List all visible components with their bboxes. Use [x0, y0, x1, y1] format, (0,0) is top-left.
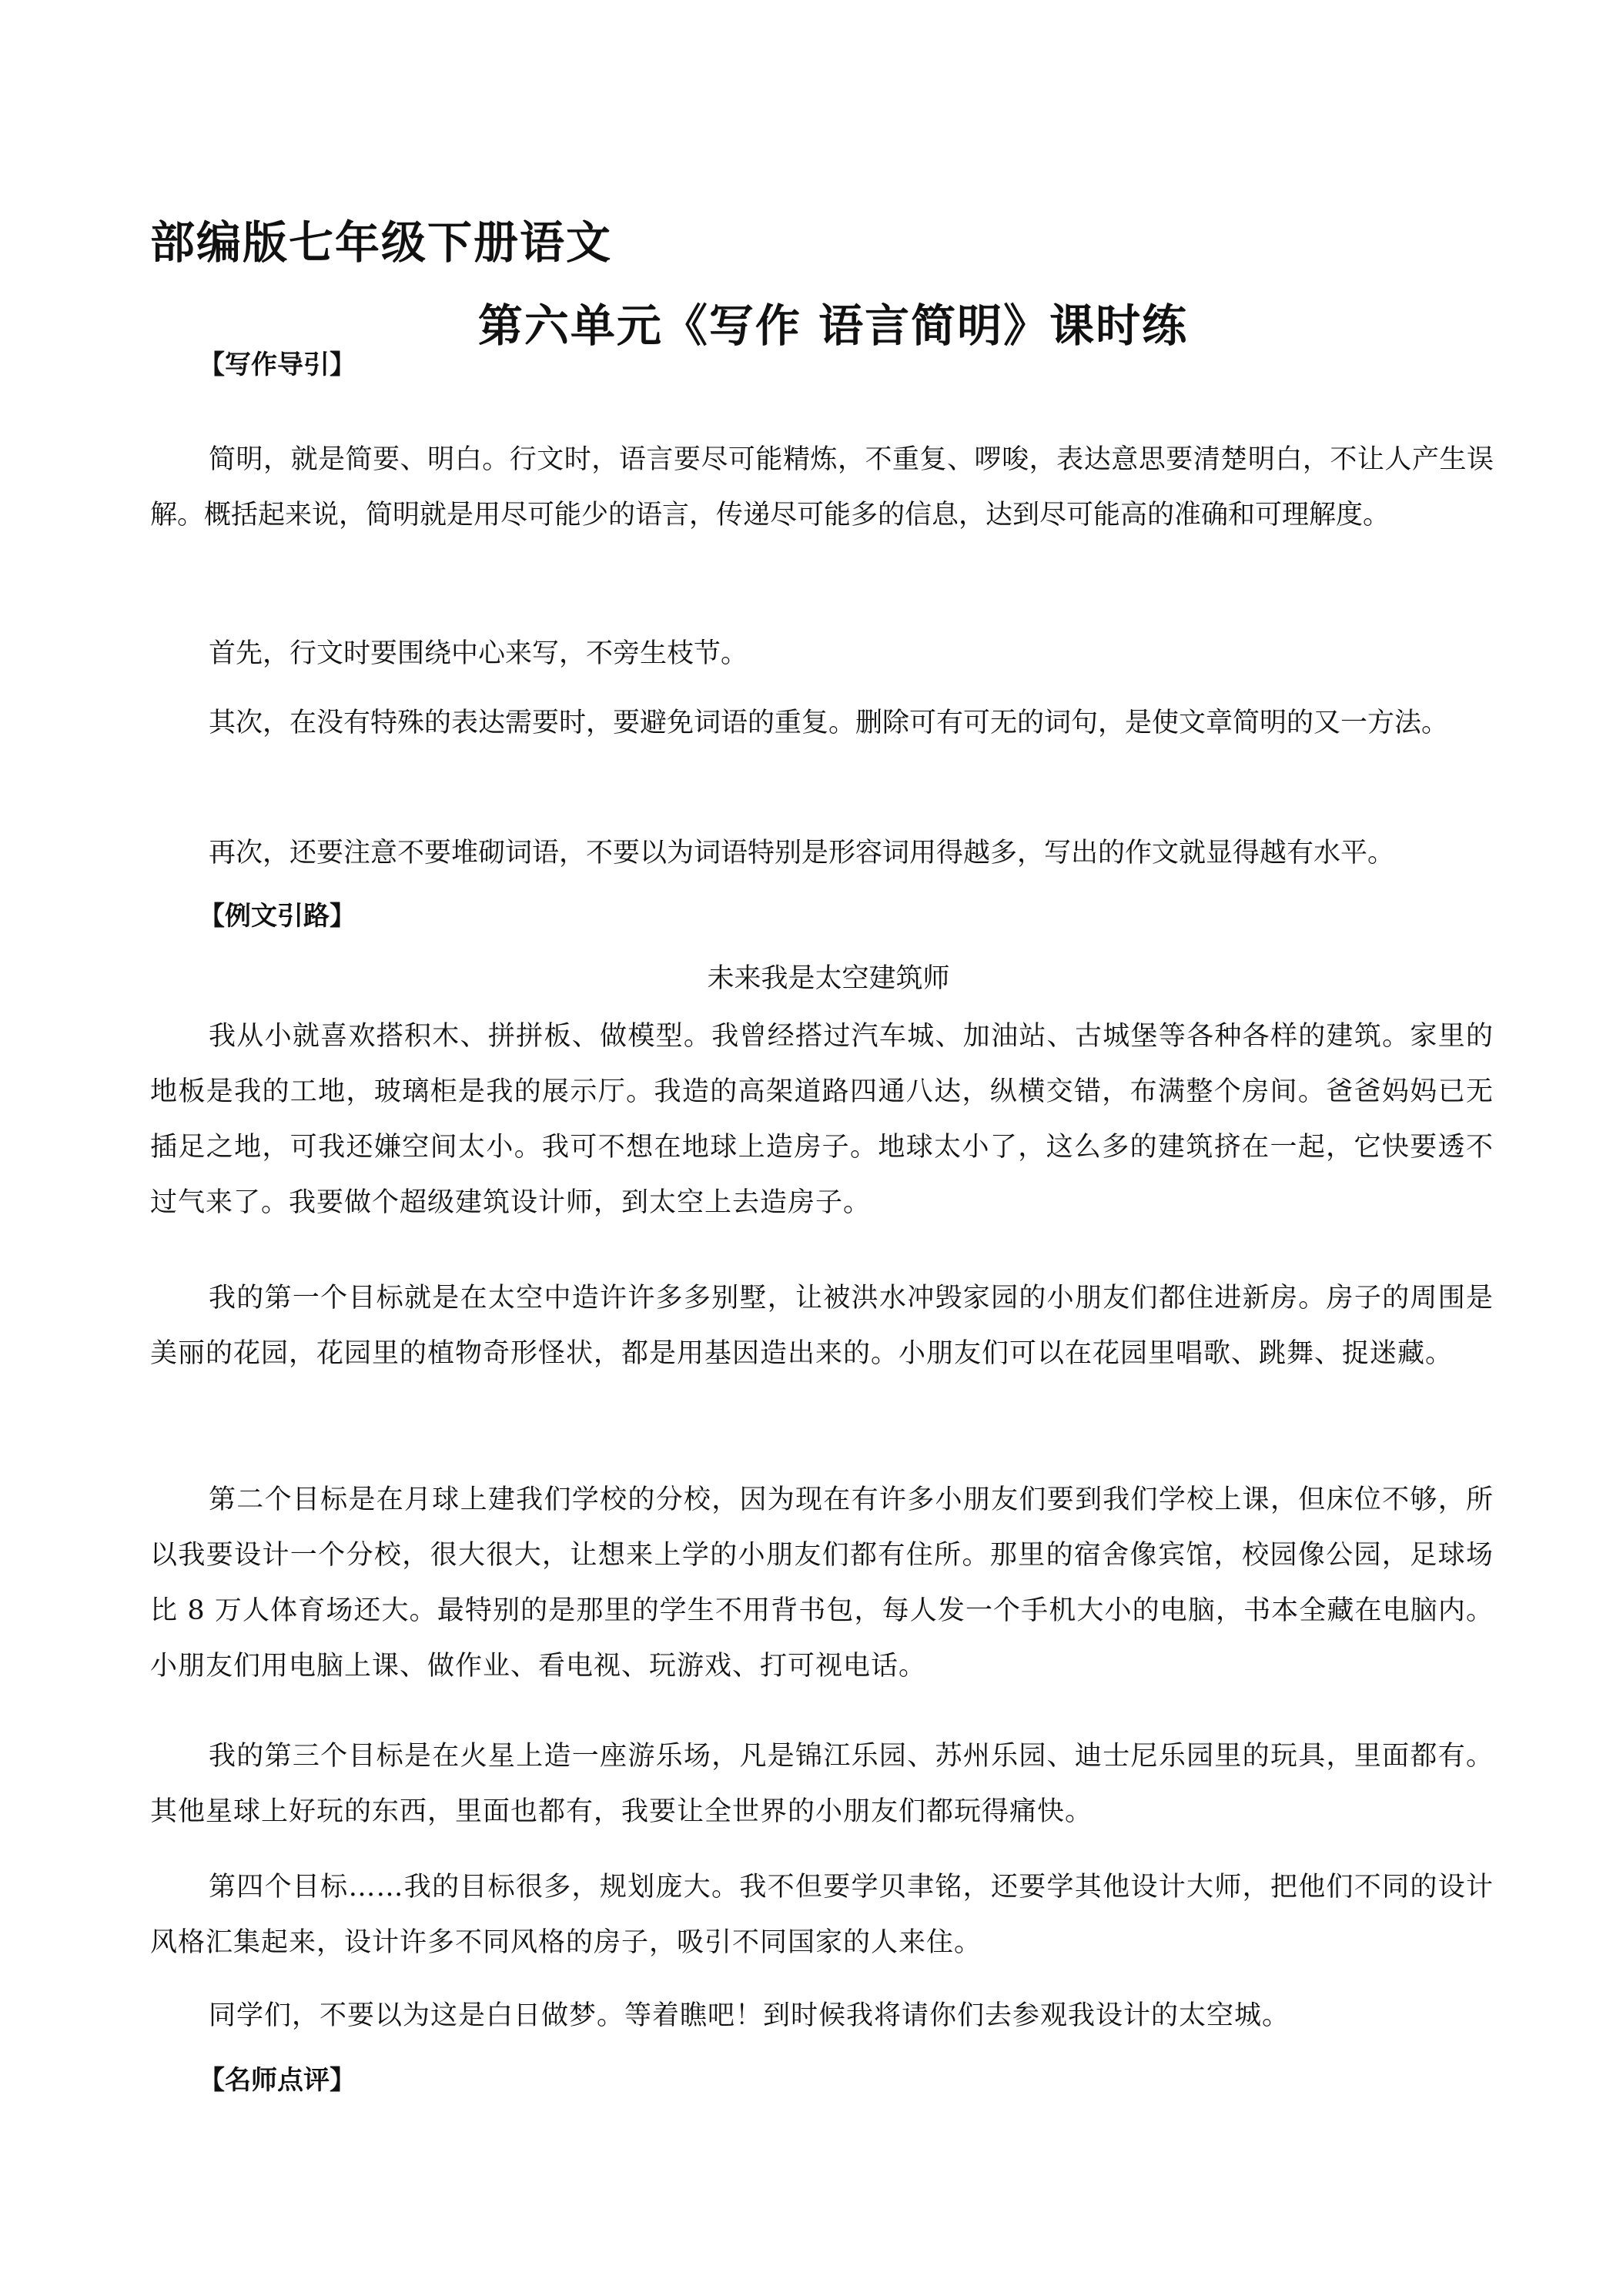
- guide-paragraph-4: 再次，还要注意不要堆砌词语，不要以为词语特别是形容词用得越多，写出的作文就显得越有水平。: [209, 838, 1395, 869]
- section-heading-review: 【名师点评】: [199, 2065, 356, 2096]
- essay-paragraph-2: 我的第一个目标就是在太空中造许许多多别墅，让被洪水冲毁家园的小朋友们都住进新房。房子的周围是美丽的花园，花园里的植物奇形怪状，都是用基因造出来的。小朋友们可以在花园里唱歌、跳舞、捉迷藏。: [150, 1283, 1494, 1369]
- section-heading-guide: 【写作导引】: [199, 350, 356, 380]
- guide-paragraph-2: 首先，行文时要围绕中心来写，不旁生枝节。: [209, 638, 748, 669]
- document-title: 部编版七年级下册语文: [150, 216, 613, 269]
- essay-paragraph-1: 我从小就喜欢搭积木、拼拼板、做模型。我曾经搭过汽车城、加油站、古城堡等各种各样的建筑。家里的地板是我的工地，玻璃柜是我的展示厅。我造的高架道路四通八达，纵横交错，布满整个房间。爸爸妈妈已无插足之地，可我还嫌空间太小。我可不想在地球上造房子。地球太小了，这么多的建筑挤在一起，它快要透不过气来了。我要做个超级建筑设计师，到太空上去造房子。: [150, 1021, 1494, 1218]
- guide-paragraph-1: 简明，就是简要、明白。行文时，语言要尽可能精炼，不重复、啰唆，表达意思要清楚明白，不让人产生误解。概括起来说，简明就是用尽可能少的语言，传递尽可能多的信息，达到尽可能高的准确和可理解度。: [150, 444, 1494, 530]
- document-subtitle: 第六单元《写作 语言简明》课时练: [477, 300, 1189, 352]
- essay-paragraph-5: 第四个目标……我的目标很多，规划庞大。我不但要学贝聿铭，还要学其他设计大师，把他们不同的设计风格汇集起来，设计许多不同风格的房子，吸引不同国家的人来住。: [150, 1872, 1494, 1958]
- essay-paragraph-4: 我的第三个目标是在火星上造一座游乐场，凡是锦江乐园、苏州乐园、迪士尼乐园里的玩具，里面都有。其他星球上好玩的东西，里面也都有，我要让全世界的小朋友们都玩得痛快。: [150, 1741, 1494, 1827]
- guide-paragraph-3: 其次，在没有特殊的表达需要时，要避免词语的重复。删除可有可无的词句，是使文章简明的又一方法。: [209, 708, 1449, 738]
- essay-paragraph-6: 同学们，不要以为这是白日做梦。等着瞧吧！到时候我将请你们去参观我设计的太空城。: [209, 2000, 1290, 2031]
- section-heading-example: 【例文引路】: [199, 901, 356, 932]
- essay-paragraph-3: 第二个目标是在月球上建我们学校的分校，因为现在有许多小朋友们要到我们学校上课，但床位不够，所以我要设计一个分校，很大很大，让想来上学的小朋友们都有住所。那里的宿舍像宾馆，校园像公园，足球场比 8 万人体育场还大。最特别的是那里的学生不用背书包，每人发一个手机大小的电脑，书本全藏在电脑内。小朋友们用电脑上课、做作业、看电视、玩游戏、打可视电话。: [150, 1484, 1494, 1682]
- essay-title: 未来我是太空建筑师: [707, 963, 950, 994]
